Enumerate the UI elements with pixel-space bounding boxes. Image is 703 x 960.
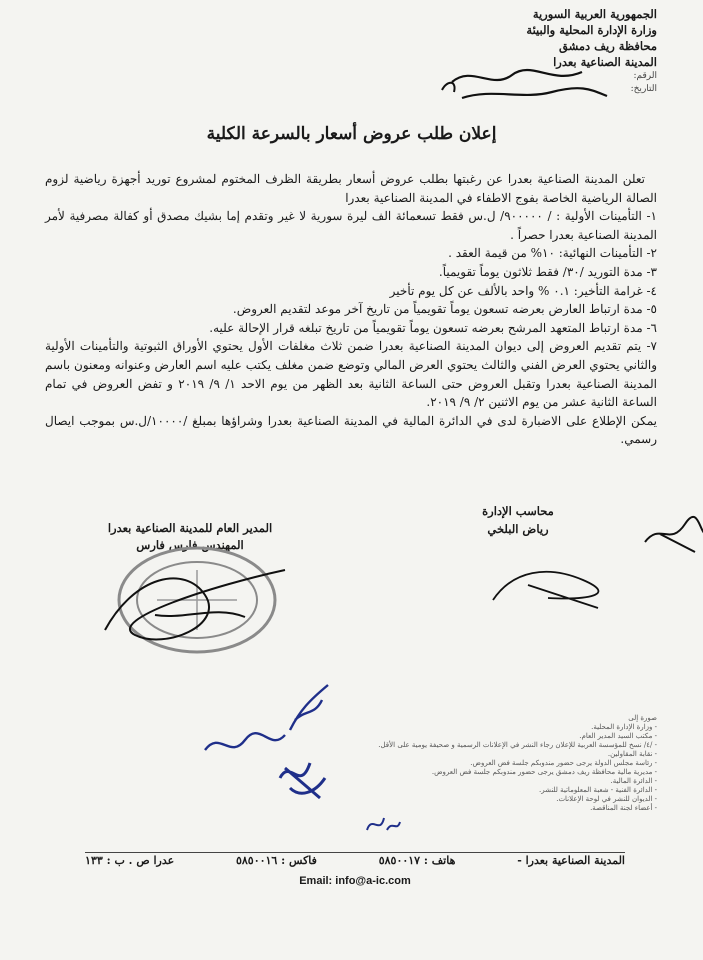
- clause: ٧- يتم تقديم العروض إلى ديوان المدينة الصناعية بعدرا ضمن ثلاث مغلفات الأول يحتوي الأوراق الثبوتية والتأمينات الأولية والثاني يحتوي العرض الفني والثالث يحتوي العرض المالي وتوضع ضمن مغلف يكتب عليه اسم العارض وعنوانه ومعنون باسم المدينة الصناعية بعدرا وتقبل العروض حتى الساعة الثانية بعد الظهر من يوم الاحد ١/ ٩/ ٢٠١٩ و تفض العروض في تمام الساعة الثانية عشر من يوم الاثنين ٢/ ٩/ ٢٠١٩.: [45, 339, 657, 410]
- cc-item: - الدائرة الفنية - شعبة المعلوماتية للنشر.: [539, 786, 657, 794]
- secondary-signature: [488, 560, 608, 610]
- cc-item: - نقابة المقاولين.: [607, 750, 657, 758]
- clause: ٣- مدة التوريد /٣٠/ فقط ثلاثون يوماً تقويمياً.: [438, 264, 657, 279]
- document-title: إعلان طلب عروض أسعار بالسرعة الكلية: [206, 124, 497, 144]
- ref-number-label: الرقم:: [633, 71, 657, 81]
- cc-item: صورة إلى: [628, 714, 657, 722]
- accountant-name: رياض البلخي: [487, 522, 549, 536]
- closing-paragraph: يمكن الإطلاع على الاضبارة لدى في الدائرة المالية في المدينة الصناعية بعدرا وشراؤها بمبلغ /١٠٠٠٠/ل.س بموجب ايصال رسمي.: [45, 413, 657, 447]
- director-signature: [95, 555, 295, 665]
- director-title: المدير العام للمدينة الصناعية بعدرا: [107, 521, 273, 535]
- footer-phone: هاتف : ٥٨٥٠٠١٧: [378, 854, 456, 867]
- director-name: المهندس فارس فارس: [136, 538, 244, 552]
- clause: ٦- مدة ارتباط المتعهد المرشح بعرضه تسعون يوماً تقويمياً من تاريخ تبلغه قرار الإحالة عليه.: [209, 320, 657, 335]
- footer-divider: [85, 852, 625, 853]
- cc-item: - رئاسة مجلس الدولة يرجى حضور مندوبكم جلسة فض العروض.: [470, 759, 657, 767]
- letterhead-line: الجمهورية العربية السورية: [532, 7, 657, 21]
- clause: ١- التأمينات الأولية : / ٩٠٠٠٠٠/ ل.س فقط تسعمائة الف ليرة سورية لا غير وتقدم إما بشيك مصدق أو كفالة مصرفية لأمر المدينة الصناعية بعدرا حصراً .: [45, 209, 657, 242]
- announcement-body: [45, 170, 657, 449]
- cc-item: - وزارة الإدارة المحلية.: [591, 723, 657, 731]
- footer-pobox: عدرا ص . ب : ١٣٣: [85, 854, 175, 867]
- footer-email: Email: info@a-ic.com: [299, 875, 411, 887]
- cc-item: - أعضاء لجنة المناقصة.: [590, 804, 657, 812]
- ref-date-label: التاريخ:: [630, 84, 657, 94]
- cc-item: - الديوان للنشر في لوحة الإعلانات.: [556, 795, 657, 803]
- footer-contact-row: [85, 854, 625, 867]
- clause: ٢- التأمينات النهائية: ١٠% من قيمة العقد .: [448, 246, 657, 261]
- blue-initials: [270, 748, 330, 808]
- footer-fax: فاكس : ٥٨٥٠٠١٦: [235, 854, 317, 867]
- cc-item: - مديرية مالية محافظة ريف دمشق يرجى حضور مندوبكم جلسة فض العروض.: [431, 768, 657, 776]
- accountant-title: محاسب الإدارة: [482, 504, 554, 518]
- handwritten-ref-scribble: [432, 60, 612, 110]
- footer-org: المدينة الصناعية بعدرا -: [517, 854, 625, 867]
- intro-paragraph: تعلن المدينة الصناعية بعدرا عن رغبتها بطلب عروض أسعار بطريقة الظرف المختوم لمشروع توريد أجهزة رياضية لزوم الصالة الرياضية الخاصة بفوج الاطفاء في المدينة الصناعية بعدرا: [45, 172, 657, 205]
- accountant-signature-block: [443, 502, 593, 538]
- cc-distribution-list: [337, 714, 657, 813]
- accountant-signature: [640, 512, 703, 552]
- footer: [85, 854, 625, 887]
- clause: ٥- مدة ارتباط العارض بعرضه تسعون يوماً تقويمياً من تاريخ آخر موعد لتقديم العروض.: [232, 302, 657, 317]
- clause: ٤- غرامة التأخير: ٠.١ % واحد بالألف عن كل يوم تأخير: [389, 283, 657, 298]
- cc-item: - الدائرة المالية.: [610, 777, 657, 785]
- letterhead-line: المدينة الصناعية بعدرا: [553, 55, 657, 69]
- letterhead-line: محافظة ريف دمشق: [559, 39, 657, 53]
- blue-note-small: [362, 810, 402, 840]
- cc-item: - مكتب السيد المدير العام.: [579, 732, 657, 740]
- letterhead-line: وزارة الإدارة المحلية والبيئة: [526, 23, 657, 37]
- cc-item: - /٤/ نسخ للمؤسسة العربية للإعلان رجاء النشر في الإعلانات الرسمية و صحيفة يومية على الأقل.: [378, 741, 657, 749]
